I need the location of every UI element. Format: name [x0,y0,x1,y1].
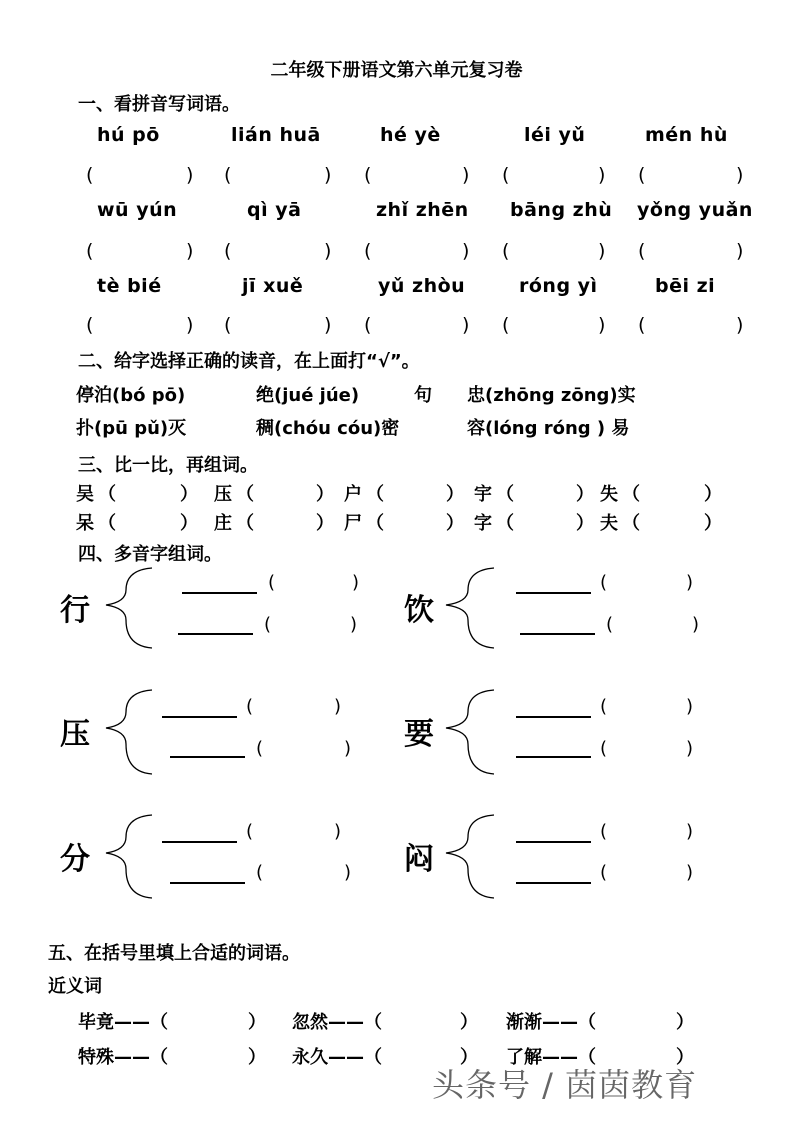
answer-paren-close: ) [324,314,332,336]
answer-paren-close: ) [186,240,194,262]
brace-yin [446,568,494,648]
pinyin-1-1: hú pō [97,124,160,146]
answer-paren-close: ) [186,314,194,336]
pinyin-paren-open[interactable]: ( [606,614,614,635]
pinyin-paren-close: ) [686,862,694,883]
section4-heading: 四、多音字组词。 [78,544,222,565]
compare-paren-close: ） [576,513,594,534]
answer-paren-open[interactable]: ( [224,240,232,262]
synonym-item-6[interactable]: 了解——（ [506,1047,596,1068]
blank-line[interactable] [182,592,257,594]
pinyin-paren-close: ) [686,572,694,593]
watermark: 头条号 / 茵茵教育 [432,1066,698,1104]
compare-paren-open[interactable]: （ [622,484,640,505]
answer-paren-open[interactable]: ( [502,314,510,336]
q2-item-2[interactable]: 绝(jué júe) [256,385,360,406]
pinyin-paren-open[interactable]: ( [600,821,608,842]
answer-paren-close: ) [598,164,606,186]
brace-ya [106,690,152,774]
compare-paren-open[interactable]: （ [236,513,254,534]
answer-paren-open[interactable]: ( [638,314,646,336]
brace-fen [106,815,152,898]
page-title: 二年级下册语文第六单元复习卷 [270,60,523,81]
pinyin-paren-close: ) [686,696,694,717]
compare-paren-open[interactable]: （ [496,513,514,534]
polyphone-char-yin: 饮 [404,593,434,628]
compare-char: 压 [214,484,232,505]
answer-paren-open[interactable]: ( [364,240,372,262]
answer-paren-close: ) [598,240,606,262]
compare-char: 呆 [76,513,94,534]
pinyin-2-1: wū yún [97,199,178,221]
answer-paren-close: ) [736,314,744,336]
pinyin-paren-open[interactable]: ( [600,862,608,883]
answer-paren-close: ) [736,240,744,262]
compare-paren-close: ） [704,513,722,534]
polyphone-char-ya: 压 [60,717,90,752]
compare-paren-close: ） [316,513,334,534]
pinyin-paren-open[interactable]: ( [264,614,272,635]
compare-char: 尸 [344,513,362,534]
pinyin-paren-close: ) [334,821,342,842]
blank-line[interactable] [516,756,591,758]
blank-line[interactable] [516,841,591,843]
pinyin-3-1: tè bié [97,275,162,297]
compare-char: 字 [474,513,492,534]
synonym-close: ） [248,1047,266,1068]
answer-paren-close: ) [598,314,606,336]
section5-subheading: 近义词 [48,976,102,997]
answer-paren-open[interactable]: ( [364,314,372,336]
pinyin-paren-open[interactable]: ( [246,696,254,717]
pinyin-paren-open[interactable]: ( [246,821,254,842]
compare-char: 夫 [600,513,618,534]
blank-line[interactable] [516,592,591,594]
answer-paren-open[interactable]: ( [86,240,94,262]
pinyin-paren-open[interactable]: ( [256,862,264,883]
pinyin-paren-open[interactable]: ( [268,572,276,593]
blank-line[interactable] [520,633,595,635]
synonym-item-3[interactable]: 渐渐——（ [506,1012,596,1033]
q2-item-7[interactable]: 容(lóng róng ) 易 [467,418,630,439]
compare-char: 失 [600,484,618,505]
compare-paren-close: ） [180,484,198,505]
answer-paren-close: ) [462,164,470,186]
pinyin-paren-open[interactable]: ( [600,738,608,759]
compare-paren-close: ） [576,484,594,505]
section5-heading: 五、在括号里填上合适的词语。 [48,943,300,964]
polyphone-char-men: 闷 [404,842,434,877]
pinyin-paren-close: ) [334,696,342,717]
pinyin-paren-close: ) [686,738,694,759]
compare-paren-close: ） [704,484,722,505]
compare-paren-open[interactable]: （ [496,484,514,505]
compare-paren-close: ） [446,484,464,505]
pinyin-paren-close: ) [352,572,360,593]
pinyin-2-3: zhǐ zhēn [376,199,469,221]
blank-line[interactable] [516,716,591,718]
answer-paren-close: ) [462,240,470,262]
answer-paren-close: ) [736,164,744,186]
synonym-close: ） [460,1047,478,1068]
q2-item-6[interactable]: 稠(chóu cóu)密 [256,418,400,439]
answer-paren-close: ) [324,240,332,262]
pinyin-paren-close: ) [350,614,358,635]
compare-paren-close: ） [446,513,464,534]
pinyin-paren-close: ) [692,614,700,635]
answer-paren-open[interactable]: ( [638,240,646,262]
answer-paren-open[interactable]: ( [364,164,372,186]
compare-char: 吴 [76,484,94,505]
pinyin-2-4: bāng zhù [510,199,613,221]
pinyin-1-5: mén hù [645,124,728,146]
polyphone-char-hang: 行 [60,593,90,628]
pinyin-paren-open[interactable]: ( [256,738,264,759]
compare-paren-open[interactable]: （ [366,484,384,505]
synonym-item-4[interactable]: 特殊——（ [78,1047,168,1068]
compare-paren-open[interactable]: （ [236,484,254,505]
answer-paren-close: ) [186,164,194,186]
blank-line[interactable] [170,882,245,884]
compare-paren-open[interactable]: （ [366,513,384,534]
answer-paren-open[interactable]: ( [86,314,94,336]
blank-line[interactable] [162,841,237,843]
blank-line[interactable] [170,756,245,758]
compare-paren-close: ） [316,484,334,505]
polyphone-char-fen: 分 [60,842,90,877]
pinyin-3-4: róng yì [519,275,598,297]
blank-line[interactable] [178,633,253,635]
brace-yao [446,690,494,774]
compare-paren-open[interactable]: （ [98,484,116,505]
compare-char: 宇 [474,484,492,505]
synonym-close: ） [676,1047,694,1068]
answer-paren-open[interactable]: ( [86,164,94,186]
pinyin-3-3: yǔ zhòu [378,275,466,297]
pinyin-paren-close: ) [686,821,694,842]
brace-men [446,815,494,898]
answer-paren-open[interactable]: ( [638,164,646,186]
synonym-item-2[interactable]: 忽然——（ [292,1012,382,1033]
pinyin-1-4: léi yǔ [524,124,586,146]
pinyin-paren-open[interactable]: ( [600,572,608,593]
q2-item-4[interactable]: 忠(zhōng zōng)实 [467,385,636,406]
pinyin-3-5: bēi zi [655,275,716,297]
q2-item-5[interactable]: 扑(pū pǔ)灭 [76,418,187,439]
q2-item-3: 句 [414,385,432,406]
pinyin-paren-close: ) [344,862,352,883]
pinyin-2-2: qì yā [247,199,302,221]
synonym-close: ） [460,1012,478,1033]
compare-paren-close: ） [180,513,198,534]
compare-paren-open[interactable]: （ [622,513,640,534]
pinyin-3-2: jī xuě [242,275,304,297]
section1-heading: 一、看拼音写词语。 [78,94,240,115]
compare-char: 户 [344,484,362,505]
answer-paren-open[interactable]: ( [224,164,232,186]
brace-hang-left [106,568,152,648]
pinyin-1-3: hé yè [380,124,441,146]
answer-paren-open[interactable]: ( [502,240,510,262]
answer-paren-open[interactable]: ( [224,314,232,336]
answer-paren-close: ) [324,164,332,186]
blank-line[interactable] [516,882,591,884]
polyphone-char-yao: 要 [404,717,434,752]
synonym-close: ） [676,1012,694,1033]
synonym-close: ） [248,1012,266,1033]
answer-paren-close: ) [462,314,470,336]
section3-heading: 三、比一比，再组词。 [78,455,258,476]
blank-line[interactable] [162,716,237,718]
pinyin-paren-open[interactable]: ( [600,696,608,717]
answer-paren-open[interactable]: ( [502,164,510,186]
pinyin-1-2: lián huā [231,124,321,146]
pinyin-2-5: yǒng yuǎn [637,199,753,221]
compare-char: 庄 [214,513,232,534]
synonym-item-5[interactable]: 永久——（ [292,1047,382,1068]
q2-item-1[interactable]: 停泊(bó pō) [76,385,186,406]
synonym-item-1[interactable]: 毕竟——（ [78,1012,168,1033]
compare-paren-open[interactable]: （ [98,513,116,534]
section2-heading: 二、给字选择正确的读音，在上面打“√”。 [78,351,420,372]
pinyin-paren-close: ) [344,738,352,759]
